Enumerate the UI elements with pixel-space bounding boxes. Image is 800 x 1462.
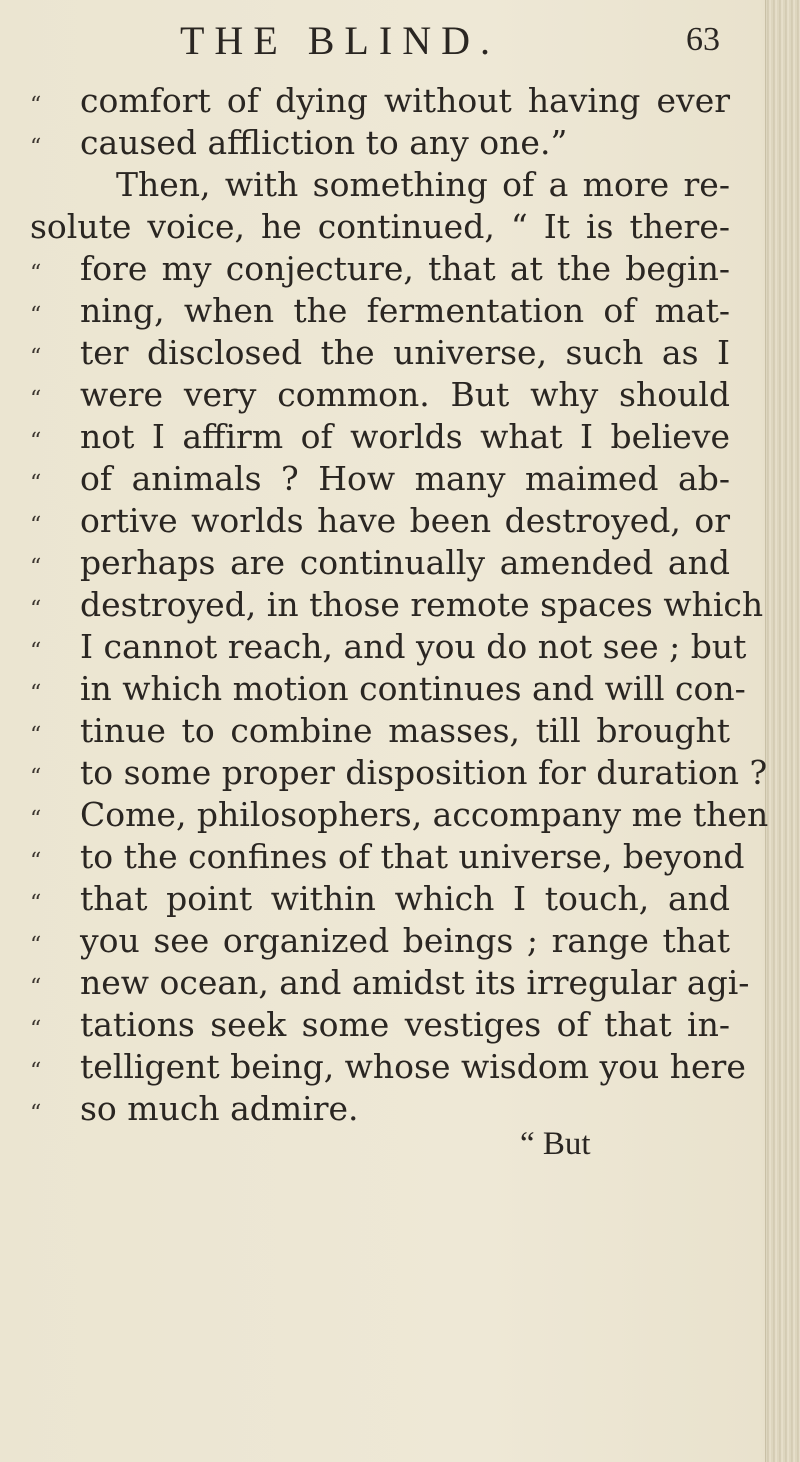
line-text: tinue to combine masses, till brought	[80, 711, 730, 750]
catchword: “ But	[520, 1126, 591, 1162]
line-text: ter disclosed the universe, such as I	[80, 333, 730, 372]
quote-mark: “	[30, 807, 42, 832]
text-line	[30, 122, 730, 164]
line-text: you see organized beings ; range that	[80, 921, 730, 960]
text-line	[30, 332, 730, 374]
text-line	[30, 836, 745, 878]
quote-mark: “	[30, 597, 42, 622]
quote-mark: “	[30, 555, 42, 580]
quote-mark: “	[30, 1017, 42, 1042]
line-text: fore my conjecture, that at the begin-	[80, 249, 730, 288]
quote-mark: “	[30, 387, 42, 412]
line-text: to the confines of that universe, beyond	[80, 837, 745, 876]
quote-mark: “	[30, 471, 42, 496]
quote-mark: “	[30, 975, 42, 1000]
quote-mark: “	[30, 303, 42, 328]
text-line	[30, 542, 730, 584]
text-line	[30, 626, 747, 668]
quote-mark: “	[30, 135, 42, 160]
line-text: comfort of dying without having ever	[80, 81, 730, 120]
text-line	[30, 248, 730, 290]
quote-mark: “	[30, 1101, 42, 1126]
quote-mark: “	[30, 723, 42, 748]
quote-mark: “	[30, 1059, 42, 1084]
page-number: 63	[686, 21, 720, 58]
line-text: new ocean, and amidst its irregular agi-	[80, 963, 750, 1002]
line-text: Then, with something of a more re-	[116, 165, 730, 204]
text-line	[30, 1088, 730, 1130]
line-text: I cannot reach, and you do not see ; but	[80, 627, 747, 666]
quote-mark: “	[30, 429, 42, 454]
text-line	[30, 752, 768, 794]
line-text: ortive worlds have been destroyed, or	[80, 501, 730, 540]
line-text: Come, philosophers, accompany me then	[80, 795, 769, 834]
quote-mark: “	[30, 513, 42, 538]
line-text: were very common. But why should	[80, 375, 730, 414]
line-text: solute voice, he continued, “ It is there-	[30, 207, 730, 246]
text-line	[30, 164, 730, 206]
line-text: that point within which I touch, and	[80, 879, 730, 918]
running-title: THE BLIND.	[180, 17, 500, 63]
line-text: ning, when the fermentation of mat-	[80, 291, 730, 330]
quote-mark: “	[30, 933, 42, 958]
quote-mark: “	[30, 849, 42, 874]
text-line	[30, 80, 730, 122]
line-text: not I affirm of worlds what I believe	[80, 417, 730, 456]
line-text: destroyed, in those remote spaces which	[80, 585, 764, 624]
line-text: so much admire.	[80, 1089, 359, 1128]
line-text: in which motion continues and will con-	[80, 669, 746, 708]
text-line	[30, 920, 730, 962]
line-text: telligent being, whose wisdom you here	[80, 1047, 746, 1086]
line-text: to some proper disposition for duration ?	[80, 753, 768, 792]
text-line	[30, 458, 730, 500]
quote-mark: “	[30, 261, 42, 286]
page-binding-edge	[765, 0, 800, 1462]
text-line	[30, 794, 769, 836]
text-line	[30, 668, 746, 710]
running-head	[180, 10, 720, 70]
text-line	[30, 416, 730, 458]
text-line	[30, 1046, 746, 1088]
text-line	[30, 584, 764, 626]
line-text: perhaps are continually amended and	[80, 543, 730, 582]
text-line	[30, 206, 730, 248]
quote-mark: “	[30, 93, 42, 118]
quote-mark: “	[30, 639, 42, 664]
quote-mark: “	[30, 345, 42, 370]
line-text: of animals ? How many maimed ab-	[80, 459, 730, 498]
line-text: tations seek some vestiges of that in-	[80, 1005, 730, 1044]
text-line	[30, 878, 730, 920]
text-line	[30, 500, 730, 542]
text-line	[30, 290, 730, 332]
text-line	[30, 1004, 730, 1046]
text-line	[30, 710, 730, 752]
text-line	[30, 962, 750, 1004]
quote-mark: “	[30, 681, 42, 706]
body-text	[30, 80, 769, 1130]
quote-mark: “	[30, 891, 42, 916]
quote-mark: “	[30, 765, 42, 790]
line-text: caused affliction to any one.”	[80, 123, 568, 162]
text-line	[30, 374, 730, 416]
